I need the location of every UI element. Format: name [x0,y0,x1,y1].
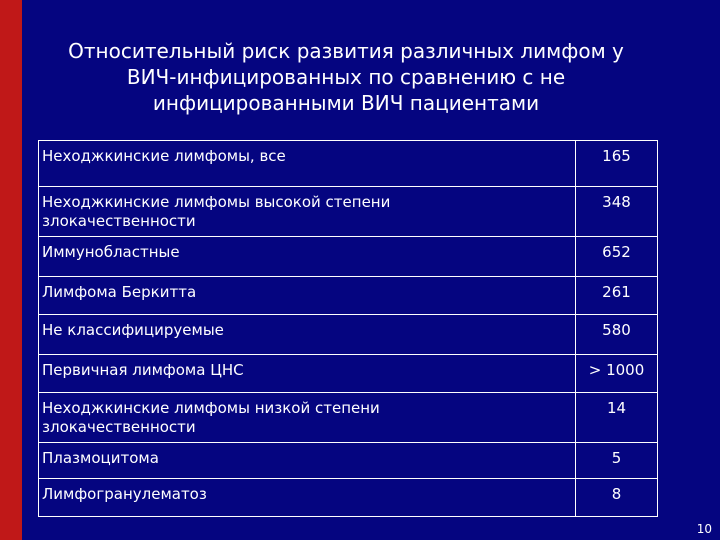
risk-table [38,140,658,517]
title-line: инфицированными ВИЧ пациентами [152,91,540,115]
row-label [39,141,576,187]
row-value: 14 [576,393,658,443]
table-row [39,355,658,393]
row-value: 5 [576,443,658,479]
title-line: Относительный риск развития различных лимфом у [68,39,624,63]
row-value: 261 [576,277,658,315]
row-value: 348 [576,187,658,237]
row-label-line: Лимфома Беркитта [42,283,197,301]
row-label [39,187,576,237]
row-label [39,237,576,277]
row-label-line: Плазмоцитома [42,449,159,467]
row-label-line: Не классифицируемые [42,321,224,339]
row-label [39,355,576,393]
row-label-line: Неходжкинские лимфомы низкой степени [42,399,380,417]
table-row [39,315,658,355]
row-label [39,315,576,355]
row-value: 165 [576,141,658,187]
row-value: > 1000 [576,355,658,393]
table-row [39,479,658,517]
row-label-line: злокачественности [42,212,196,230]
table-row [39,277,658,315]
row-label [39,393,576,443]
table-row [39,393,658,443]
row-label-line: Первичная лимфома ЦНС [42,361,244,379]
table-row [39,237,658,277]
title-line: ВИЧ-инфицированных по сравнению с не [126,65,566,89]
row-label-line: злокачественности [42,418,196,436]
page-number: 10 [696,522,712,536]
row-label-line: Неходжкинские лимфомы высокой степени [42,193,391,211]
row-label [39,479,576,517]
row-value: 8 [576,479,658,517]
slide-title [40,38,652,116]
left-accent-bar [0,0,22,540]
row-label [39,443,576,479]
row-label [39,277,576,315]
row-label-line: Лимфогранулематоз [42,485,207,503]
table-row [39,187,658,237]
row-value: 580 [576,315,658,355]
table-row [39,443,658,479]
table-row [39,141,658,187]
row-value: 652 [576,237,658,277]
row-label-line: Иммунобластные [42,243,180,261]
row-label-line: Неходжкинские лимфомы, все [42,147,286,165]
